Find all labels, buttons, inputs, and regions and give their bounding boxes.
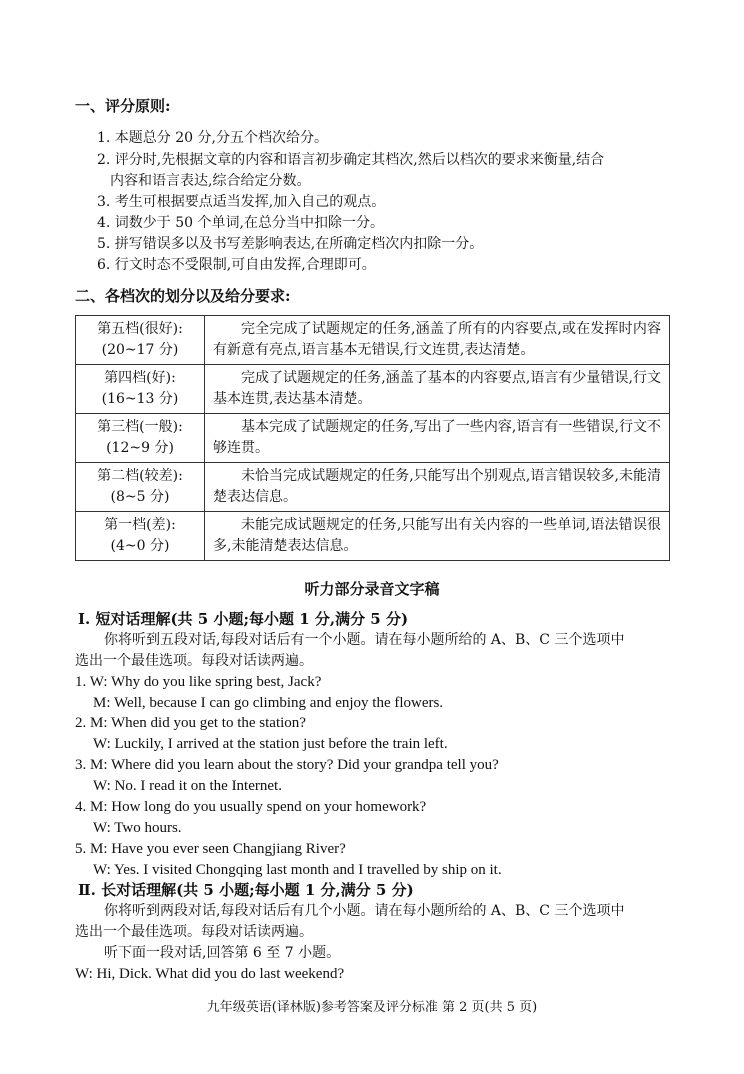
- part1-heading: Ⅰ. 短对话理解(共 5 小题;每小题 1 分,满分 5 分): [78, 610, 409, 628]
- part2-instruction: 你将听到两段对话,每段对话后有几个小题。请在每小题所给的 A、B、C 三个选项中: [104, 903, 625, 919]
- grading-table: [75, 315, 670, 561]
- desc-cell: 未能完成试题规定的任务,只能写出有关内容的一些单词,语法错误很多,未能清楚表达信息。: [205, 512, 670, 561]
- desc-cell: 未恰当完成试题规定的任务,只能写出个别观点,语言错误较多,未能清楚表达信息。: [205, 463, 670, 512]
- rule-item: 3. 考生可根据要点适当发挥,加入自己的观点。: [97, 194, 386, 210]
- table-row: [76, 512, 670, 561]
- dialogue-line: M: Well, because I can go climbing and enjoy the flowers.: [93, 695, 444, 711]
- dialogue-line: 5. M: Have you ever seen Changjiang River?: [75, 841, 346, 857]
- page-footer: 九年级英语(译林版)参考答案及评分标准 第 2 页(共 5 页): [206, 1000, 538, 1015]
- listening-title: 听力部分录音文字稿: [304, 580, 440, 598]
- part1-instruction: 你将听到五段对话,每段对话后有一个小题。请在每小题所给的 A、B、C 三个选项中: [104, 632, 625, 648]
- table-row: [76, 463, 670, 512]
- level-cell: 第五档(很好): (20~17 分): [76, 316, 205, 365]
- dialogue-line: 2. M: When did you get to the station?: [75, 715, 306, 731]
- dialogue-line: 3. M: Where did you learn about the story? Did your grandpa tell you?: [75, 757, 499, 773]
- dialogue-line: W: No. I read it on the Internet.: [93, 778, 282, 794]
- dialogue-line: 4. M: How long do you usually spend on your homework?: [75, 799, 427, 815]
- desc-cell: 基本完成了试题规定的任务,写出了一些内容,语言有一些错误,行文不够连贯。: [205, 414, 670, 463]
- part2-instruction: 选出一个最佳选项。每段对话读两遍。: [75, 924, 313, 940]
- dialogue-line: W: Yes. I visited Chongqing last month and I travelled by ship on it.: [93, 862, 502, 878]
- rule-item: 2. 评分时,先根据文章的内容和语言初步确定其档次,然后以档次的要求来衡量,结合: [97, 152, 605, 168]
- part1-instruction: 选出一个最佳选项。每段对话读两遍。: [75, 653, 313, 669]
- table-row: [76, 414, 670, 463]
- level-cell: 第二档(较差): (8~5 分): [76, 463, 205, 512]
- part2-instruction: 听下面一段对话,回答第 6 至 7 小题。: [104, 945, 341, 961]
- rule-item: 6. 行文时态不受限制,可自由发挥,合理即可。: [97, 257, 376, 273]
- part2-heading: Ⅱ. 长对话理解(共 5 小题;每小题 1 分,满分 5 分): [78, 881, 414, 899]
- desc-cell: 完全完成了试题规定的任务,涵盖了所有的内容要点,或在发挥时内容有新意有亮点,语言基本无错误,行文连贯,表达清楚。: [205, 316, 670, 365]
- dialogue-line: W: Luckily, I arrived at the station just before the train left.: [93, 736, 448, 752]
- section2-heading: 二、各档次的划分以及给分要求:: [75, 287, 291, 305]
- table-row: [76, 365, 670, 414]
- desc-cell: 完成了试题规定的任务,涵盖了基本的内容要点,语言有少量错误,行文基本连贯,表达基本清楚。: [205, 365, 670, 414]
- rule-item: 内容和语言表达,综合给定分数。: [110, 173, 311, 189]
- table-row: [76, 316, 670, 365]
- rule-item: 5. 拼写错误多以及书写差影响表达,在所确定档次内扣除一分。: [97, 236, 484, 252]
- dialogue-line: W: Hi, Dick. What did you do last weekend?: [75, 966, 345, 982]
- rule-item: 4. 词数少于 50 个单词,在总分当中扣除一分。: [97, 215, 384, 231]
- dialogue-line: W: Two hours.: [93, 820, 182, 836]
- section1-heading: 一、评分原则:: [75, 97, 171, 115]
- dialogue-line: 1. W: Why do you like spring best, Jack?: [75, 674, 322, 690]
- level-cell: 第一档(差): (4~0 分): [76, 512, 205, 561]
- rule-item: 1. 本题总分 20 分,分五个档次给分。: [97, 130, 328, 146]
- level-cell: 第三档(一般): (12~9 分): [76, 414, 205, 463]
- level-cell: 第四档(好): (16~13 分): [76, 365, 205, 414]
